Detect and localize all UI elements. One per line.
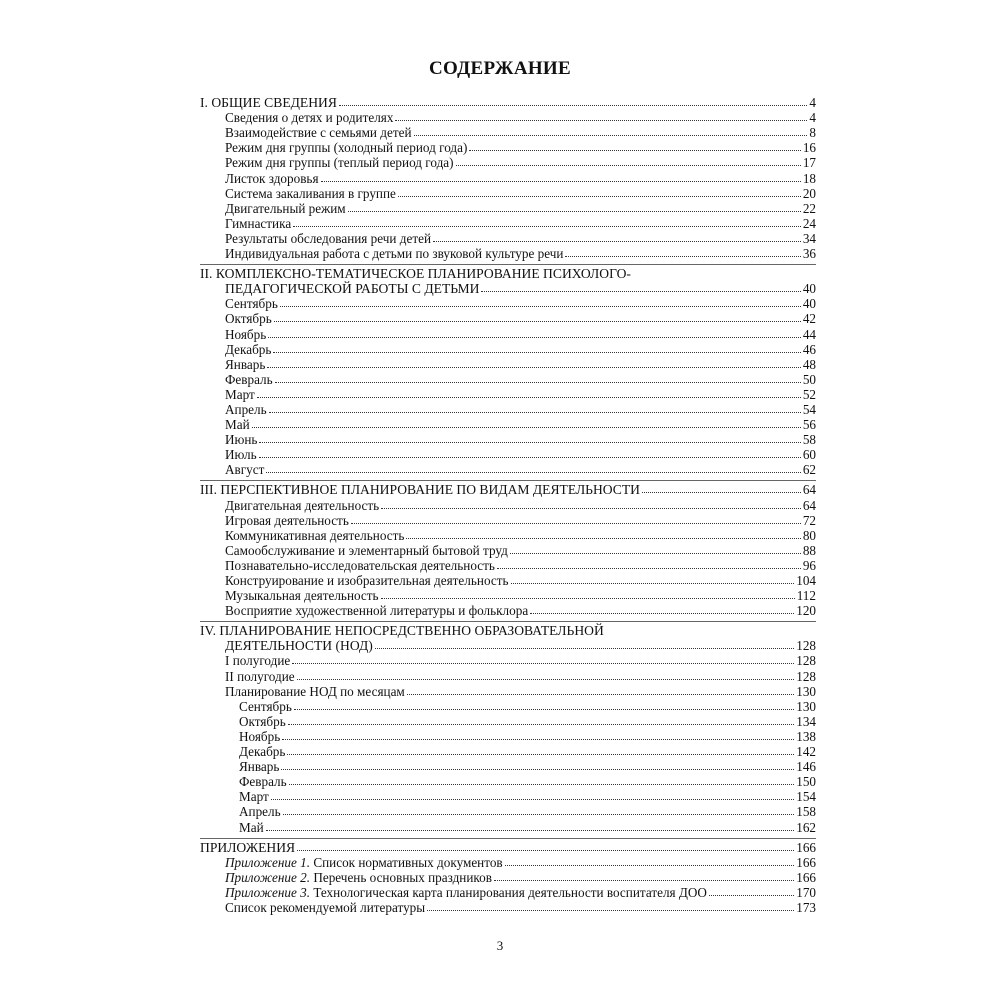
toc-entry[interactable] (200, 588, 816, 603)
toc-entry[interactable] (200, 342, 816, 357)
toc-section-heading[interactable] (200, 95, 816, 110)
toc-page-number: 128 (796, 653, 816, 669)
dot-leader (259, 442, 800, 443)
toc-page-number: 18 (802, 170, 816, 186)
dot-leader (321, 181, 801, 182)
dot-leader (289, 784, 795, 785)
dot-leader (381, 598, 795, 599)
toc-entry-title (225, 855, 503, 870)
toc-entry-title: Игровая деятельность (225, 512, 349, 528)
toc-subentry[interactable] (200, 759, 816, 774)
toc-entry-title: Познавательно-исследовательская деятельность (225, 557, 495, 573)
appendix-label: Приложение 2. (225, 869, 311, 885)
dot-leader (259, 457, 801, 458)
toc-entry-title: Сентябрь (239, 698, 292, 714)
dot-leader (709, 895, 794, 896)
toc-entry[interactable] (200, 402, 816, 417)
dot-leader (398, 196, 801, 197)
toc-entry-title: Коммуникативная деятельность (225, 527, 405, 543)
toc-entry[interactable] (200, 573, 816, 588)
toc-page-number: 104 (796, 573, 816, 588)
toc-page-number: 170 (796, 884, 816, 900)
toc-entry-title: Музыкальная деятельность (225, 588, 379, 604)
toc-page-number: 154 (796, 789, 816, 805)
toc-entry[interactable] (200, 855, 816, 870)
toc-entry-title: Результаты обследования речи детей (225, 230, 432, 246)
toc-entry-title: Двигательная деятельность (225, 497, 380, 513)
toc-page-number: 64 (802, 482, 816, 498)
toc-subentry[interactable] (200, 729, 816, 744)
dot-leader (469, 150, 800, 151)
toc-page-number: 120 (796, 603, 816, 619)
toc-page-number: 134 (796, 713, 816, 729)
toc-subentry[interactable] (200, 744, 816, 759)
toc-page-number: 112 (796, 588, 816, 604)
toc-subentry[interactable] (200, 699, 816, 714)
toc-entry-title: Март (225, 386, 255, 402)
dot-leader (292, 663, 794, 664)
toc-entry-title: Двигательный режим (225, 200, 346, 216)
toc-entry-title: Декабрь (225, 341, 272, 357)
toc-page-number: 162 (796, 819, 816, 835)
toc-page-number: 48 (802, 356, 816, 372)
toc-page-number: 60 (802, 447, 816, 463)
toc-entry-title: Планирование НОД по месяцам (225, 683, 405, 699)
dot-leader (414, 135, 808, 136)
toc-entry[interactable] (200, 513, 816, 528)
page-number: 3 (496, 938, 504, 953)
toc-subentry[interactable] (200, 789, 816, 804)
toc-entry[interactable] (200, 432, 816, 447)
toc-entry-title: Ноябрь (239, 728, 281, 744)
toc-entry-title: Февраль (225, 371, 273, 387)
page-title: СОДЕРЖАНИЕ (429, 58, 571, 79)
toc-entry[interactable] (200, 885, 816, 900)
toc-page-number: 166 (796, 839, 816, 855)
toc-entry-title: Листок здоровья (225, 170, 319, 186)
toc-page-number: 130 (796, 698, 816, 714)
toc-section-title: ДЕЯТЕЛЬНОСТИ (НОД) (225, 638, 373, 654)
toc-entry-title: Сентябрь (225, 296, 278, 312)
toc-entry[interactable] (200, 326, 816, 341)
dot-leader (266, 472, 800, 473)
toc-page-number: 36 (802, 246, 816, 262)
toc-entry-title: II полугодие (225, 668, 295, 684)
toc-entry[interactable] (200, 372, 816, 387)
toc-entry[interactable] (200, 311, 816, 326)
dot-leader (269, 412, 801, 413)
toc-page-number: 128 (796, 638, 816, 654)
toc-page-number: 4 (809, 95, 816, 111)
toc-page-number: 40 (802, 296, 816, 312)
toc-page-number: 42 (802, 311, 816, 327)
toc-entry[interactable] (200, 125, 816, 140)
toc-entry-title: Апрель (239, 804, 281, 820)
toc-page-number: 54 (802, 401, 816, 417)
toc-page-number: 17 (802, 155, 816, 171)
toc-page-number: 4 (809, 110, 816, 126)
toc-entry[interactable] (200, 870, 816, 885)
toc-page-number: 146 (796, 759, 816, 775)
toc-entry-title: Гимнастика (225, 215, 292, 231)
dot-leader (348, 211, 801, 212)
toc-entry[interactable] (200, 603, 816, 618)
toc-page-number: 8 (809, 125, 816, 141)
toc-page-number: 138 (796, 728, 816, 744)
dot-leader (381, 508, 801, 509)
toc-subentry[interactable] (200, 774, 816, 789)
toc-entry[interactable] (200, 201, 816, 216)
toc-entry-title: Взаимодействие с семьями детей (225, 125, 412, 141)
section-divider (200, 480, 816, 481)
toc-section-title: III. ПЕРСПЕКТИВНОЕ ПЛАНИРОВАНИЕ ПО ВИДАМ ДЕЯТЕЛЬНОСТИ (200, 482, 640, 498)
dot-leader (494, 880, 794, 881)
toc-page-number: 22 (802, 200, 816, 216)
dot-leader (287, 754, 794, 755)
dot-leader (395, 120, 807, 121)
toc-subentry[interactable] (200, 714, 816, 729)
appendix-title: Технологическая карта планирования деятельности воспитателя ДОО (310, 884, 707, 900)
toc-page-number: 130 (796, 683, 816, 699)
toc-entry[interactable] (200, 684, 816, 699)
dot-leader (252, 427, 801, 428)
toc-entry[interactable] (200, 231, 816, 246)
toc-entry-title: Август (225, 462, 265, 478)
toc-entry-title: Июнь (225, 432, 258, 448)
dot-leader (505, 865, 795, 866)
toc-entry[interactable] (200, 296, 816, 311)
appendix-title: Список рекомендуемой литературы (225, 899, 426, 915)
toc-entry[interactable] (200, 186, 816, 201)
toc-page-number: 50 (802, 371, 816, 387)
section-divider (200, 838, 816, 839)
dot-leader (497, 568, 801, 569)
dot-leader (271, 799, 794, 800)
toc-entry-title: Апрель (225, 401, 267, 417)
toc-entry[interactable] (200, 155, 816, 170)
toc-entry[interactable] (200, 462, 816, 477)
toc-entry-title (225, 885, 707, 900)
toc-entry[interactable] (200, 900, 816, 915)
dot-leader (283, 814, 795, 815)
dot-leader (407, 694, 794, 695)
dot-leader (280, 306, 801, 307)
toc-entry[interactable] (200, 653, 816, 668)
toc-entry[interactable] (200, 357, 816, 372)
dot-leader (297, 679, 795, 680)
toc-entry-title: Ноябрь (225, 326, 267, 342)
toc-section-heading[interactable] (200, 840, 816, 855)
toc-section-title: ПЕДАГОГИЧЕСКОЙ РАБОТЫ С ДЕТЬМИ (225, 281, 480, 297)
dot-leader (266, 830, 795, 831)
toc-entry[interactable] (200, 668, 816, 683)
toc-page-number: 142 (796, 744, 816, 760)
toc-page-number: 64 (802, 497, 816, 513)
toc-entry[interactable] (200, 528, 816, 543)
toc-entry[interactable] (200, 246, 816, 261)
toc-section-heading[interactable] (200, 638, 816, 653)
toc-entry-title: Январь (239, 759, 280, 775)
toc-entry-title (225, 870, 492, 885)
toc-entry[interactable] (200, 558, 816, 573)
toc-page-number: 80 (802, 527, 816, 543)
toc-page-number: 46 (802, 341, 816, 357)
dot-leader (257, 397, 801, 398)
toc-page-number: 72 (802, 512, 816, 528)
toc-entry[interactable] (200, 110, 816, 125)
toc-entry-title: Самообслуживание и элементарный бытовой труд (225, 542, 508, 558)
toc-page-number: 24 (802, 215, 816, 231)
toc-entry-title: I полугодие (225, 653, 291, 669)
section-divider (200, 264, 816, 265)
dot-leader (288, 724, 794, 725)
toc-page-number: 166 (796, 869, 816, 885)
toc-entry-title: Индивидуальная работа с детьми по звуковой культуре речи (225, 246, 564, 262)
toc-entry-title: Декабрь (239, 744, 286, 760)
toc-page-number: 52 (802, 386, 816, 402)
toc-page-number: 150 (796, 774, 816, 790)
toc-subentry[interactable] (200, 819, 816, 834)
toc-entry-title: Конструирование и изобразительная деятельность (225, 573, 509, 588)
toc-entry-title: Март (239, 789, 269, 805)
dot-leader (268, 337, 801, 338)
toc-entry-title: Система закаливания в группе (225, 185, 396, 201)
toc-entry[interactable] (200, 216, 816, 231)
toc-entry-title: Сведения о детях и родителях (225, 110, 394, 126)
toc-page-number: 128 (796, 668, 816, 684)
toc-page-number: 166 (796, 854, 816, 870)
toc-entry-title: Режим дня группы (теплый период года) (225, 155, 454, 171)
dot-leader (274, 321, 801, 322)
toc-page-number: 173 (796, 899, 816, 915)
toc-page-number: 20 (802, 185, 816, 201)
dot-leader (275, 382, 801, 383)
toc-entry-title: Октябрь (239, 713, 286, 729)
toc-entry[interactable] (200, 417, 816, 432)
toc-section-title[interactable]: II. КОМПЛЕКСНО-ТЕМАТИЧЕСКОЕ ПЛАНИРОВАНИЕ ПСИХОЛОГО- (200, 266, 631, 282)
appendix-title: Список нормативных документов (310, 854, 503, 870)
toc-entry-title: Октябрь (225, 311, 272, 327)
appendix-label: Приложение 3. (225, 884, 311, 900)
toc-page-number: 158 (796, 804, 816, 820)
dot-leader (375, 648, 794, 649)
toc-section-heading[interactable] (200, 482, 816, 497)
toc-entry-title (225, 900, 425, 915)
toc-page-number: 40 (802, 281, 816, 297)
toc-section-title[interactable]: IV. ПЛАНИРОВАНИЕ НЕПОСРЕДСТВЕННО ОБРАЗОВАТЕЛЬНОЙ (200, 623, 604, 639)
toc-entry[interactable] (200, 447, 816, 462)
table-of-contents (200, 95, 816, 915)
dot-leader (293, 226, 801, 227)
toc-page-number: 58 (802, 432, 816, 448)
toc-entry-title: Июль (225, 447, 257, 463)
toc-entry-title: Май (239, 819, 264, 835)
toc-entry-title: Май (225, 417, 250, 433)
toc-page-number: 96 (802, 557, 816, 573)
toc-page-number: 44 (802, 326, 816, 342)
dot-leader (351, 523, 801, 524)
dot-leader (294, 709, 794, 710)
toc-page-number: 34 (802, 230, 816, 246)
toc-entry[interactable] (200, 140, 816, 155)
toc-section-title: ПРИЛОЖЕНИЯ (200, 839, 296, 855)
toc-entry-title: Режим дня группы (холодный период года) (225, 140, 468, 156)
dot-leader (456, 165, 801, 166)
toc-subentry[interactable] (200, 804, 816, 819)
dot-leader (642, 492, 801, 493)
dot-leader (530, 613, 794, 614)
dot-leader (511, 583, 795, 584)
dot-leader (427, 910, 794, 911)
dot-leader (273, 352, 800, 353)
toc-entry[interactable] (200, 497, 816, 512)
toc-page-number: 62 (802, 462, 816, 478)
dot-leader (282, 739, 794, 740)
dot-leader (406, 538, 800, 539)
toc-entry[interactable] (200, 543, 816, 558)
toc-section-heading[interactable] (200, 281, 816, 296)
toc-page-number: 88 (802, 542, 816, 558)
dot-leader (565, 256, 800, 257)
dot-leader (297, 850, 794, 851)
toc-page-number: 56 (802, 417, 816, 433)
toc-entry[interactable] (200, 387, 816, 402)
toc-entry-title: Февраль (239, 774, 287, 790)
appendix-title: Перечень основных праздников (310, 869, 492, 885)
toc-section-title: I. ОБЩИЕ СВЕДЕНИЯ (200, 95, 337, 111)
dot-leader (339, 105, 808, 106)
toc-page-number: 16 (802, 140, 816, 156)
dot-leader (481, 291, 800, 292)
dot-leader (281, 769, 794, 770)
toc-entry[interactable] (200, 170, 816, 185)
dot-leader (510, 553, 801, 554)
appendix-label: Приложение 1. (225, 854, 311, 870)
toc-entry-title: Восприятие художественной литературы и фольклора (225, 603, 529, 619)
dot-leader (267, 367, 800, 368)
toc-entry-title: Январь (225, 356, 266, 372)
dot-leader (433, 241, 801, 242)
